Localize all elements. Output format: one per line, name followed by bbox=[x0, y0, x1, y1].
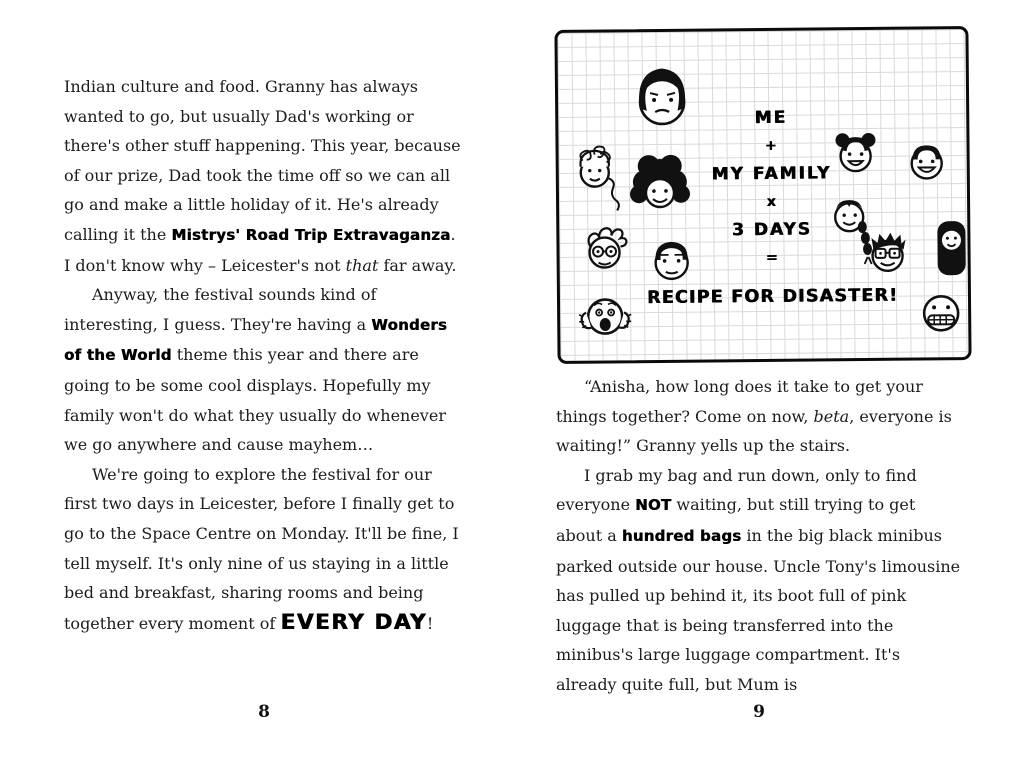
spiral-curl-girl-face-icon bbox=[580, 146, 619, 210]
body-text: in the big black minibus parked outside our house. Uncle Tony's limousine has pulled up behind it, its boot full of pink luggage that is being transferred into the minibus's large luggage compartment. It's already quite full, but Mum is bbox=[556, 525, 961, 694]
equation-me: ME bbox=[754, 107, 788, 129]
right-page-number: 9 bbox=[753, 702, 765, 722]
paragraph bbox=[64, 72, 464, 280]
body-text: theme this year and there are going to be some cool displays. Hopefully my family won't do what they usually do whenever we go anywhere and cause mayhem… bbox=[64, 345, 446, 455]
equation-plus: + bbox=[764, 137, 778, 154]
emphasis-text: Mistrys' Road Trip Extravaganza bbox=[171, 225, 451, 244]
right-page-text bbox=[556, 372, 962, 700]
paragraph bbox=[64, 280, 464, 460]
paragraph bbox=[556, 461, 962, 700]
equation-equals: = bbox=[765, 249, 779, 266]
shocked-face-icon bbox=[579, 299, 631, 333]
equation-recipe-for-disaster: RECIPE FOR DISASTER! bbox=[646, 285, 899, 309]
emphasis-text: EVERY DAY bbox=[280, 609, 427, 635]
left-page-text bbox=[64, 72, 464, 638]
body-text: , everyone is waiting!” Granny yells up the stairs. bbox=[556, 406, 952, 456]
equation-my-family: MY FAMILY bbox=[711, 163, 832, 185]
body-text: “Anisha, how long does it take to get your things together? Come on now, bbox=[556, 377, 923, 426]
body-text: I grab my bag and run down, only to find everyone bbox=[556, 465, 917, 515]
grimace-face-icon bbox=[924, 296, 958, 330]
body-text: ! bbox=[426, 613, 434, 633]
paragraph bbox=[64, 460, 464, 639]
smiling-man-face-icon bbox=[912, 145, 942, 178]
body-text: . I don't know why – Leicester's not bbox=[64, 224, 456, 275]
right-page bbox=[512, 0, 1024, 768]
body-text: Indian culture and food. Granny has always wanted to go, but usually Dad's working or there's other stuff happening. This year, because of our prize, Dad took the time off so we can all go and make a little holiday of it. He's already calling it the bbox=[64, 77, 461, 244]
long-hair-girl-face-icon bbox=[937, 221, 966, 275]
body-text: far away. bbox=[378, 255, 457, 275]
emphasis-text: NOT bbox=[635, 496, 672, 515]
equation-3-days: 3 DAYS bbox=[731, 219, 812, 241]
equation-times: x bbox=[766, 193, 777, 210]
body-text: waiting, but still trying to get about a bbox=[556, 495, 916, 545]
scribble-hair-boy-face-icon bbox=[588, 228, 626, 268]
illustration-equation bbox=[646, 103, 899, 312]
emphasis-text: hundred bags bbox=[621, 526, 742, 545]
emphasis-text: Wonders of the World bbox=[64, 315, 447, 365]
emphasis-text: that bbox=[345, 255, 379, 275]
body-text: Anyway, the festival sounds kind of interesting, I guess. They're having a bbox=[64, 285, 377, 334]
paragraph bbox=[556, 372, 962, 461]
body-text: We're going to explore the festival for our first two days in Leicester, before I finally get to go to the Space Centre on Monday. It'll be fine, I tell myself. It's only nine of us staying in a little bed and breakfast, sharing rooms and being together every moment of bbox=[64, 464, 459, 633]
left-page-number: 8 bbox=[258, 702, 270, 722]
emphasis-text: beta bbox=[813, 406, 850, 426]
illustration-panel bbox=[554, 26, 971, 364]
